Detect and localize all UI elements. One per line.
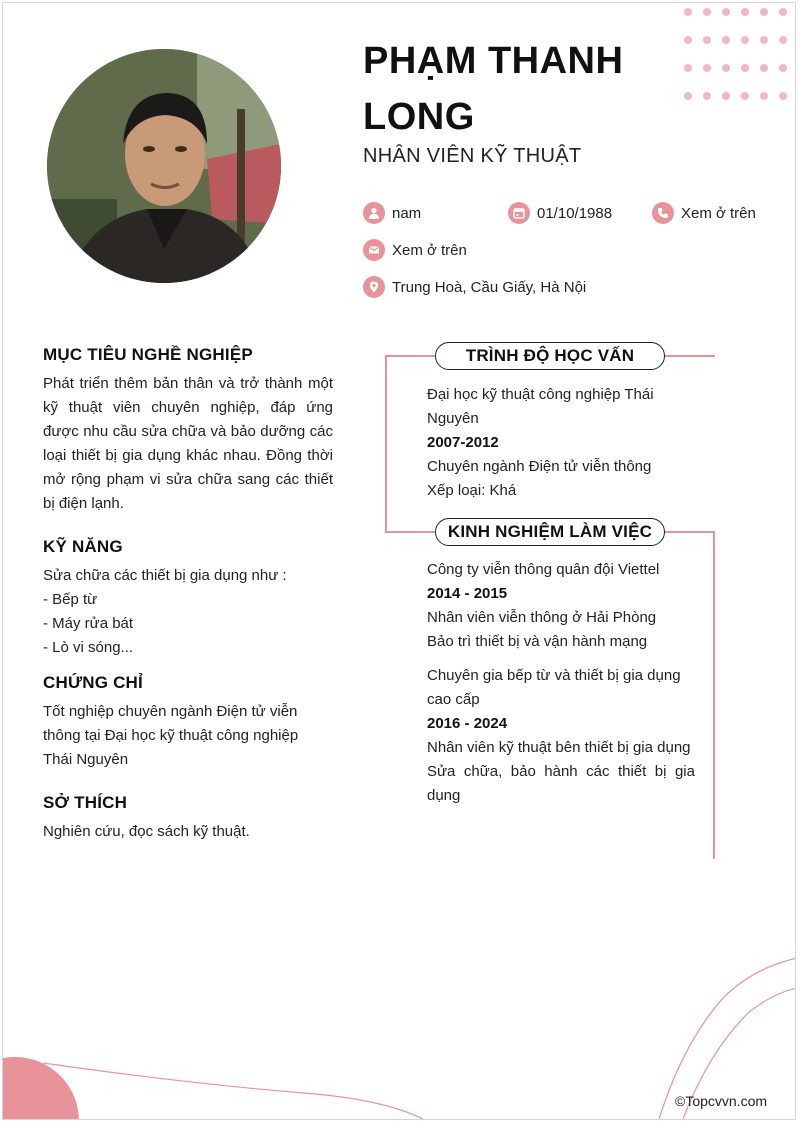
candidate-name: PHẠM THANH LONG (363, 40, 624, 138)
skills-heading: KỸ NĂNG (43, 537, 123, 556)
skills-line: Sửa chữa các thiết bị gia dụng như : (43, 567, 287, 584)
experience-duty: Bảo trì thiết bị và vận hành mạng (427, 633, 648, 650)
address-value: Trung Hoà, Cầu Giấy, Hà Nội (392, 278, 587, 296)
experience-heading: KINH NGHIỆM LÀM VIỆC (435, 518, 665, 546)
education-school: Đại học kỹ thuật công nghiệp Thái Nguyên (427, 386, 654, 427)
experience-role: Nhân viên viễn thông ở Hải Phòng (427, 609, 657, 626)
hobbies-heading: SỞ THÍCH (43, 793, 128, 812)
experience-period: 2016 - 2024 (427, 715, 508, 732)
skills-line: - Bếp từ (43, 591, 98, 608)
certificates-text: Tốt nghiệp chuyên ngành Điện tử viễn thông tại Đại học kỹ thuật công nghiệp Thái Nguyên (43, 703, 299, 768)
phone-value: Xem ở trên (681, 204, 756, 222)
experience-company: Công ty viễn thông quân đội Viettel (427, 561, 660, 578)
gender-value: nam (392, 204, 422, 222)
certificates-heading: CHỨNG CHỈ (43, 673, 143, 692)
experience-duty: Sửa chữa, bảo hành các thiết bị gia dụng (427, 763, 695, 804)
job-title: NHÂN VIÊN KỸ THUẬT (363, 145, 582, 167)
education-major: Chuyên ngành Điện tử viễn thông (427, 458, 652, 475)
objective-text: Phát triển thêm bản thân và trở thành một kỹ thuật viên chuyên nghiệp, đáp ứng được nhu cầu sửa chữa và bảo dưỡng các loại thiết bị gia dụng khác nhau. Đồng thời mở rộng phạm vi sửa chữa sang các thiết bị điện lạnh. (43, 375, 333, 512)
education-grade: Xếp loại: Khá (427, 482, 517, 499)
education-period: 2007-2012 (427, 434, 499, 451)
bottom-decoration (3, 3, 796, 1120)
copyright-text: ©Topcvvn.com (675, 1093, 768, 1109)
birthday-value: 01/10/1988 (537, 204, 613, 222)
objective-heading: MỤC TIÊU NGHỀ NGHIỆP (43, 345, 253, 364)
skills-line: - Lò vi sóng... (43, 639, 134, 656)
experience-role: Nhân viên kỹ thuật bên thiết bị gia dụng (427, 739, 691, 756)
experience-company: Chuyên gia bếp từ và thiết bị gia dụng cao cấp (427, 667, 681, 708)
email-value: Xem ở trên (392, 241, 467, 259)
experience-period: 2014 - 2015 (427, 585, 508, 602)
resume-page (2, 2, 796, 1120)
hobbies-text: Nghiên cứu, đọc sách kỹ thuật. (43, 823, 250, 840)
education-heading: TRÌNH ĐỘ HỌC VẤN (435, 342, 665, 370)
skills-line: - Máy rửa bát (43, 615, 134, 632)
